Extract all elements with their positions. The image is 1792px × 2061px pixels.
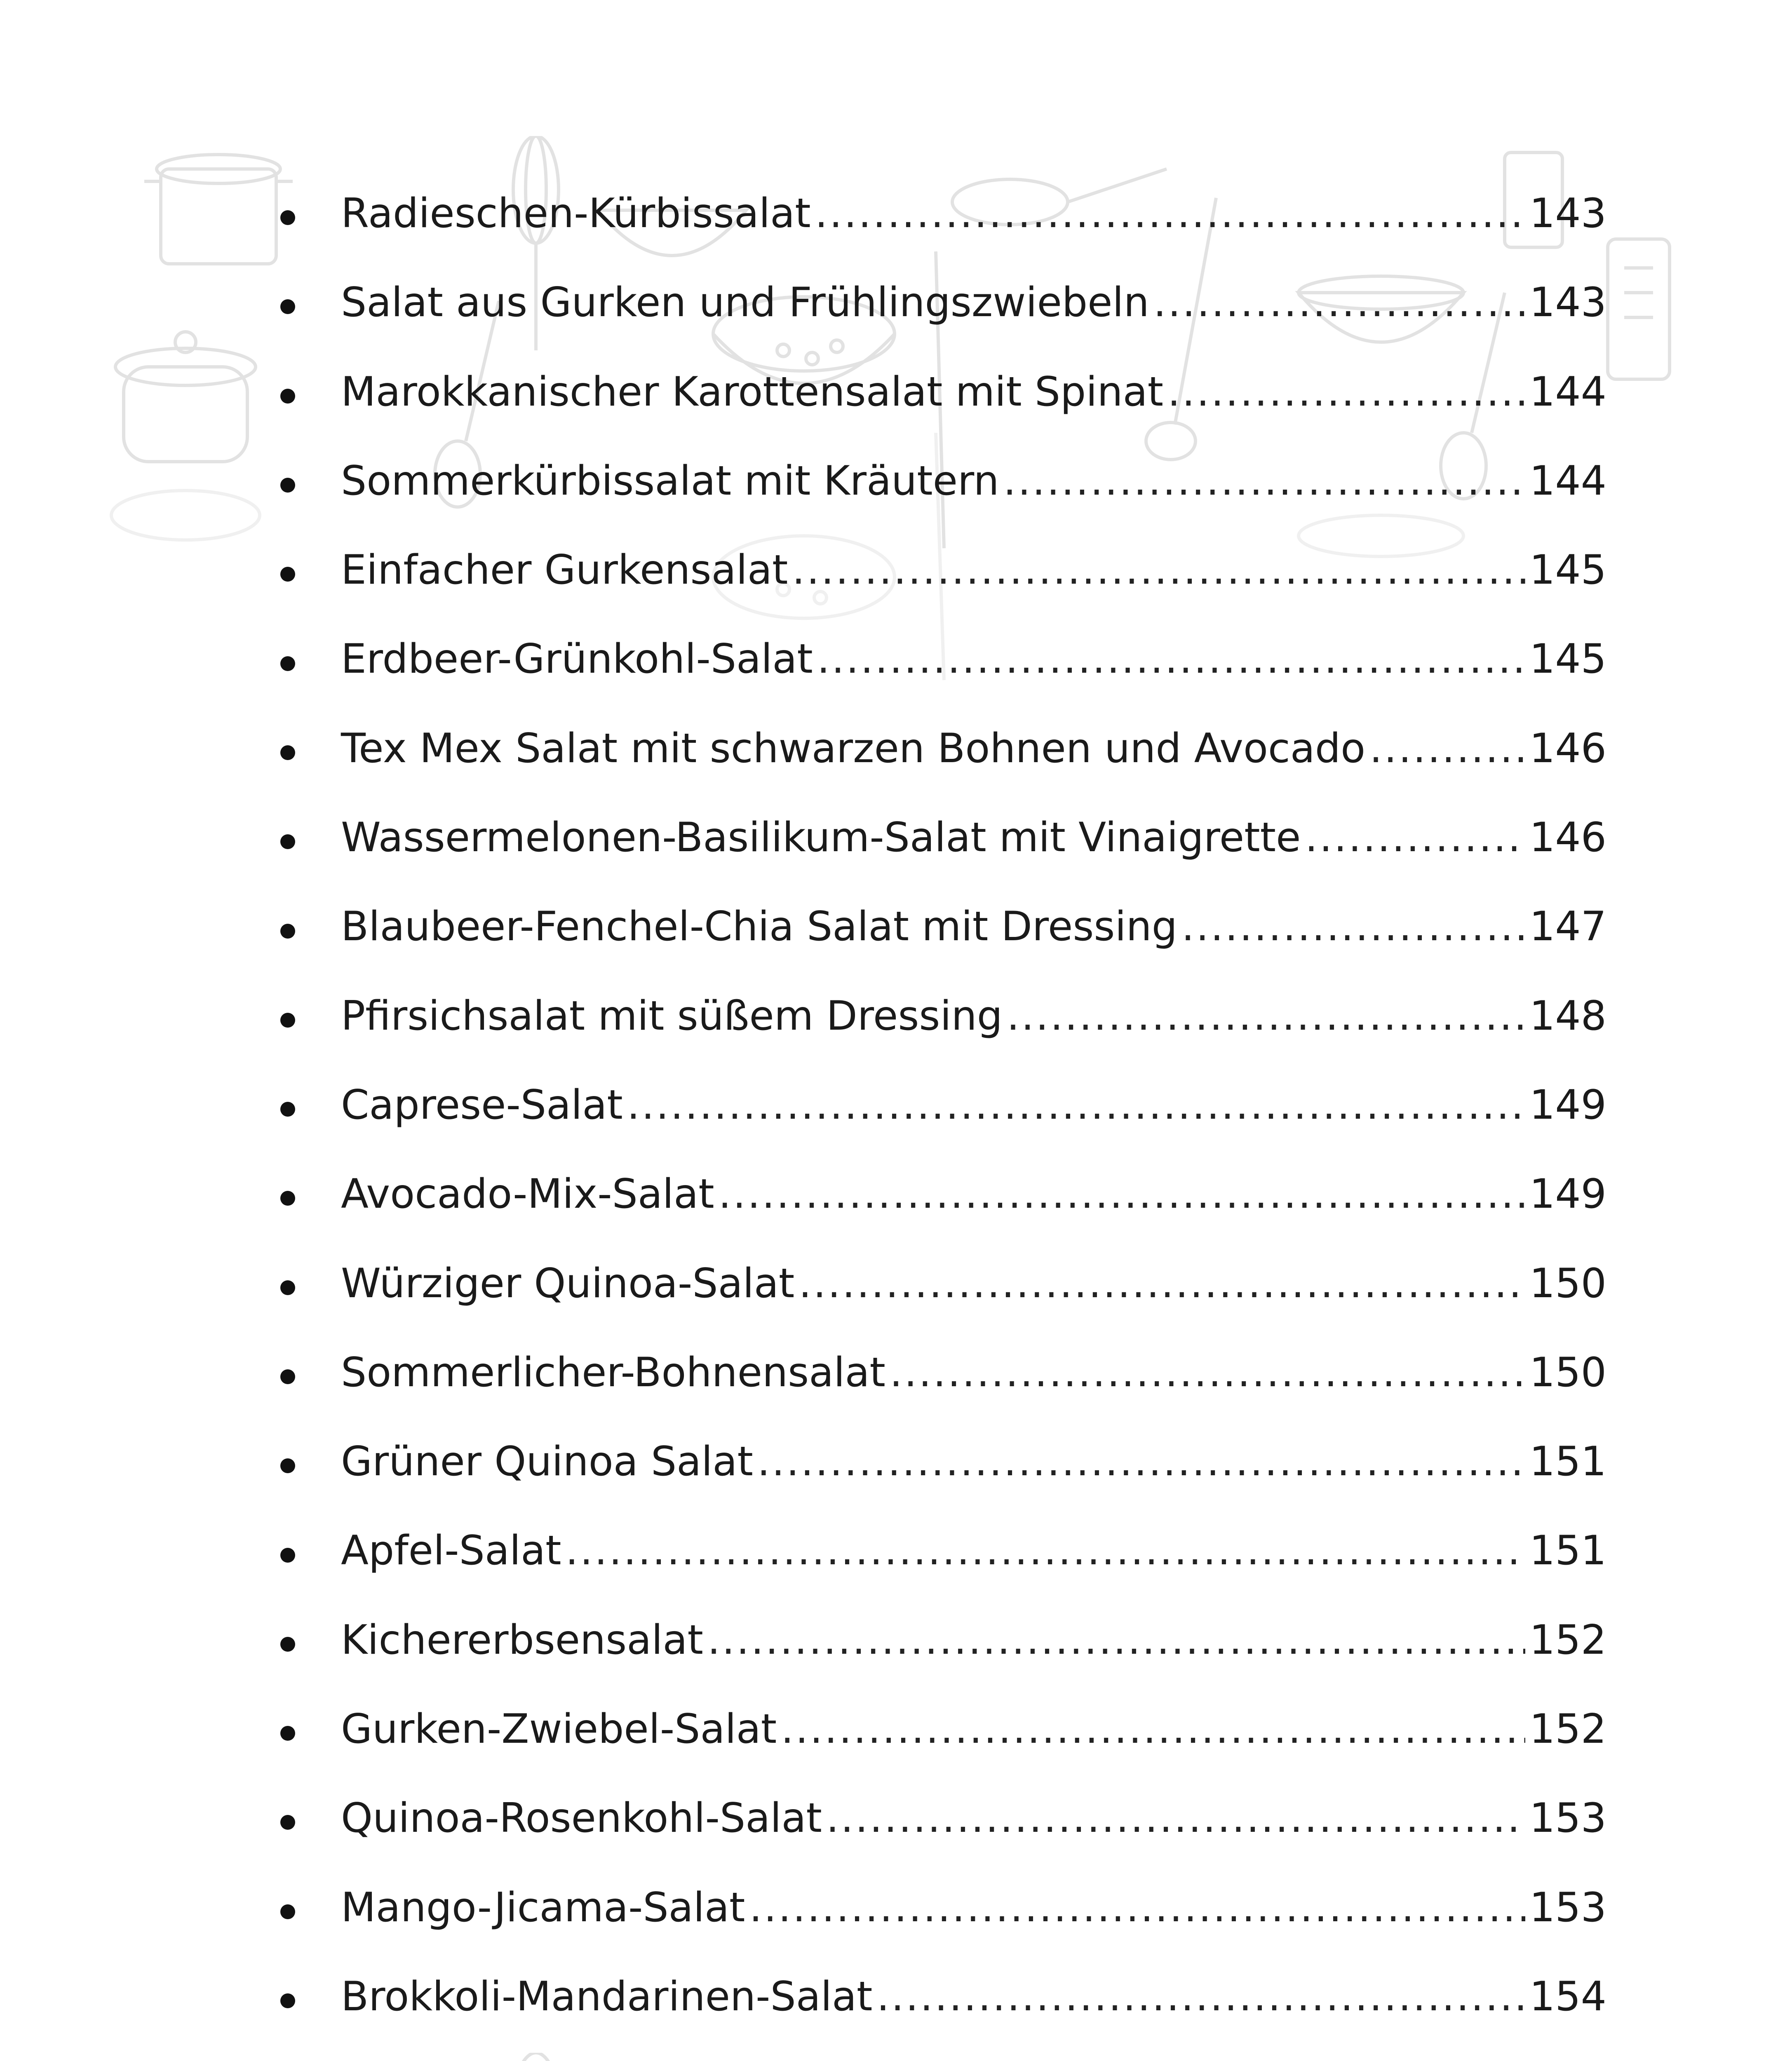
toc-dot-leader: [876, 1952, 1525, 2041]
toc-entry-title: Marokkanischer Karottensalat mit Spinat: [341, 368, 1164, 415]
toc-entry-title: Würziger Quinoa-Salat: [341, 1260, 795, 1307]
toc-entry-title: Tex Mex Salat mit schwarzen Bohnen und Avocado: [341, 725, 1366, 772]
toc-dot-leader: [627, 1061, 1525, 1150]
toc-entry[interactable]: [0, 1150, 1792, 1239]
bullet-icon: [280, 389, 295, 404]
toc-entry-row: [341, 526, 1606, 615]
toc-entry-page-number: 146: [1529, 725, 1606, 772]
toc-entry-title: Einfacher Gurkensalat: [341, 547, 788, 594]
toc-entry-row: [341, 882, 1606, 971]
toc-dot-leader: [1181, 882, 1525, 971]
toc-entry-page-number: 148: [1529, 992, 1606, 1040]
toc-dot-leader: [817, 615, 1525, 704]
toc-entry-page-number: [1529, 2041, 1606, 2061]
toc-entry[interactable]: [0, 1328, 1792, 1417]
toc-entry-row: [341, 1417, 1606, 1506]
toc-dot-leader: [719, 1150, 1525, 1239]
toc-entry-row: [341, 793, 1606, 882]
toc-entry[interactable]: [0, 1417, 1792, 1506]
toc-dot-leader: [749, 1863, 1525, 1952]
toc-entry-page-number: 150: [1529, 1349, 1606, 1396]
toc-entry-page-number: 143: [1529, 190, 1606, 237]
toc-entry-title: Pfirsichsalat mit süßem Dressing: [341, 992, 1003, 1040]
toc-dot-leader: [792, 526, 1525, 615]
bullet-icon: [280, 745, 295, 760]
toc-entry-title: Sommerlicher-Bohnensalat: [341, 1349, 885, 1396]
toc-entry-page-number: 151: [1529, 1438, 1606, 1486]
bullet-icon: [280, 1013, 295, 1028]
toc-entry-row: [341, 1061, 1606, 1150]
toc-entry[interactable]: [0, 704, 1792, 793]
toc-entry[interactable]: [0, 1774, 1792, 1863]
toc-entry-page-number: 143: [1529, 279, 1606, 326]
toc-entry-title: Radieschen-Kürbissalat: [341, 190, 811, 237]
toc-entry-row: [341, 1328, 1606, 1417]
bullet-icon: [280, 1191, 295, 1206]
toc-entry[interactable]: [0, 615, 1792, 704]
toc-dot-leader: [1167, 347, 1525, 437]
toc-entry[interactable]: [0, 1685, 1792, 1774]
toc-entry-row: [341, 972, 1606, 1061]
toc-entry-title: Salat aus Gurken und Frühlingszwiebeln: [341, 279, 1149, 326]
toc-entry-page-number: 146: [1529, 814, 1606, 861]
toc-entry-row: [341, 347, 1606, 437]
toc-entry[interactable]: [0, 347, 1792, 437]
toc-entry-title: Avocado-Mix-Salat: [341, 1171, 714, 1218]
toc-entry-row: [341, 1596, 1606, 1685]
bullet-icon: [280, 1904, 295, 1919]
bullet-icon: [280, 1637, 295, 1652]
toc-entry-page-number: 144: [1529, 368, 1606, 415]
toc-entry-title: Kichererbsensalat: [341, 1616, 703, 1664]
toc-dot-leader: [1369, 704, 1525, 793]
toc-entry-page-number: 149: [1529, 1171, 1606, 1218]
bullet-icon: [280, 210, 295, 225]
toc-entry-row: [341, 1863, 1606, 1952]
toc-entry-title: [341, 2041, 798, 2061]
toc-entry[interactable]: [0, 1952, 1792, 2041]
toc-entry-page-number: 154: [1529, 1973, 1606, 2020]
toc-entry-title: Mango-Jicama-Salat: [341, 1884, 745, 1931]
toc-entry-title: Wassermelonen-Basilikum-Salat mit Vinaigrette: [341, 814, 1301, 861]
toc-entry-row: [341, 1150, 1606, 1239]
toc-entry[interactable]: [0, 437, 1792, 526]
toc-dot-leader: [781, 1685, 1525, 1774]
toc-entry-row: [341, 615, 1606, 704]
toc-entry-page-number: 153: [1529, 1795, 1606, 1842]
toc-dot-leader: [815, 169, 1525, 258]
toc-dot-leader: [1003, 437, 1525, 526]
bullet-icon: [280, 1548, 295, 1563]
toc-dot-leader: [799, 1239, 1525, 1328]
toc-entry-row: [341, 704, 1606, 793]
bullet-icon: [280, 567, 295, 582]
toc-entry[interactable]: [0, 1061, 1792, 1150]
toc-entry[interactable]: [0, 1596, 1792, 1685]
toc-entry-page-number: 152: [1529, 1616, 1606, 1664]
bullet-icon: [280, 1815, 295, 1830]
toc-dot-leader: [566, 1506, 1525, 1595]
table-of-contents: [0, 169, 1792, 2061]
bullet-icon: [280, 656, 295, 671]
toc-dot-leader: [1007, 972, 1525, 1061]
toc-entry-title: Gurken-Zwiebel-Salat: [341, 1706, 777, 1753]
toc-entry-row: [341, 1239, 1606, 1328]
toc-dot-leader: [1305, 793, 1525, 882]
toc-entry-title: Sommerkürbissalat mit Kräutern: [341, 457, 999, 505]
toc-entry-title: Erdbeer-Grünkohl-Salat: [341, 636, 813, 683]
toc-entry-row: [341, 1685, 1606, 1774]
bullet-icon: [280, 1993, 295, 2008]
toc-entry[interactable]: [0, 972, 1792, 1061]
toc-entry[interactable]: [0, 793, 1792, 882]
toc-entry-page-number: 150: [1529, 1260, 1606, 1307]
toc-entry-page-number: 152: [1529, 1706, 1606, 1753]
toc-entry-page-number: 149: [1529, 1081, 1606, 1129]
toc-entry-title: Blaubeer-Fenchel-Chia Salat mit Dressing: [341, 903, 1178, 951]
bullet-icon: [280, 1369, 295, 1384]
bullet-icon: [280, 478, 295, 493]
toc-entry[interactable]: [0, 169, 1792, 258]
toc-entry[interactable]: [0, 882, 1792, 971]
toc-entry-page-number: 145: [1529, 636, 1606, 683]
toc-dot-leader: [826, 1774, 1525, 1863]
toc-entry-row: [341, 1506, 1606, 1595]
bullet-icon: [280, 1280, 295, 1295]
toc-entry[interactable]: [0, 526, 1792, 615]
toc-entry-row: [341, 169, 1606, 258]
toc-entry-page-number: 153: [1529, 1884, 1606, 1931]
toc-entry-title: Brokkoli-Mandarinen-Salat: [341, 1973, 873, 2020]
toc-dot-leader: [1153, 258, 1525, 347]
toc-entry[interactable]: [0, 1239, 1792, 1328]
toc-entry-page-number: 144: [1529, 457, 1606, 505]
toc-dot-leader: [757, 1417, 1525, 1506]
toc-entry[interactable]: [0, 1863, 1792, 1952]
toc-entry-title: Caprese-Salat: [341, 1081, 623, 1129]
toc-entry[interactable]: [0, 2041, 1792, 2061]
toc-entry-row: [341, 437, 1606, 526]
toc-entry-title: Apfel-Salat: [341, 1527, 561, 1575]
bullet-icon: [280, 299, 295, 314]
toc-entry[interactable]: [0, 258, 1792, 347]
bullet-icon: [280, 1458, 295, 1473]
bullet-icon: [280, 1102, 295, 1117]
toc-entry-row: [341, 1952, 1606, 2041]
bullet-icon: [280, 924, 295, 939]
bullet-icon: [280, 1726, 295, 1741]
toc-entry-row: [341, 2041, 1606, 2061]
toc-entry-row: [341, 258, 1606, 347]
toc-entry-page-number: 145: [1529, 547, 1606, 594]
toc-entry-title: Grüner Quinoa Salat: [341, 1438, 753, 1486]
bullet-icon: [280, 834, 295, 849]
toc-dot-leader: [707, 1596, 1525, 1685]
toc-dot-leader: [890, 1328, 1525, 1417]
toc-entry[interactable]: [0, 1506, 1792, 1595]
toc-dot-leader: [802, 2041, 1525, 2061]
toc-entry-page-number: 147: [1529, 903, 1606, 951]
toc-entry-page-number: 151: [1529, 1527, 1606, 1575]
toc-entry-title: Quinoa-Rosenkohl-Salat: [341, 1795, 822, 1842]
toc-entry-row: [341, 1774, 1606, 1863]
